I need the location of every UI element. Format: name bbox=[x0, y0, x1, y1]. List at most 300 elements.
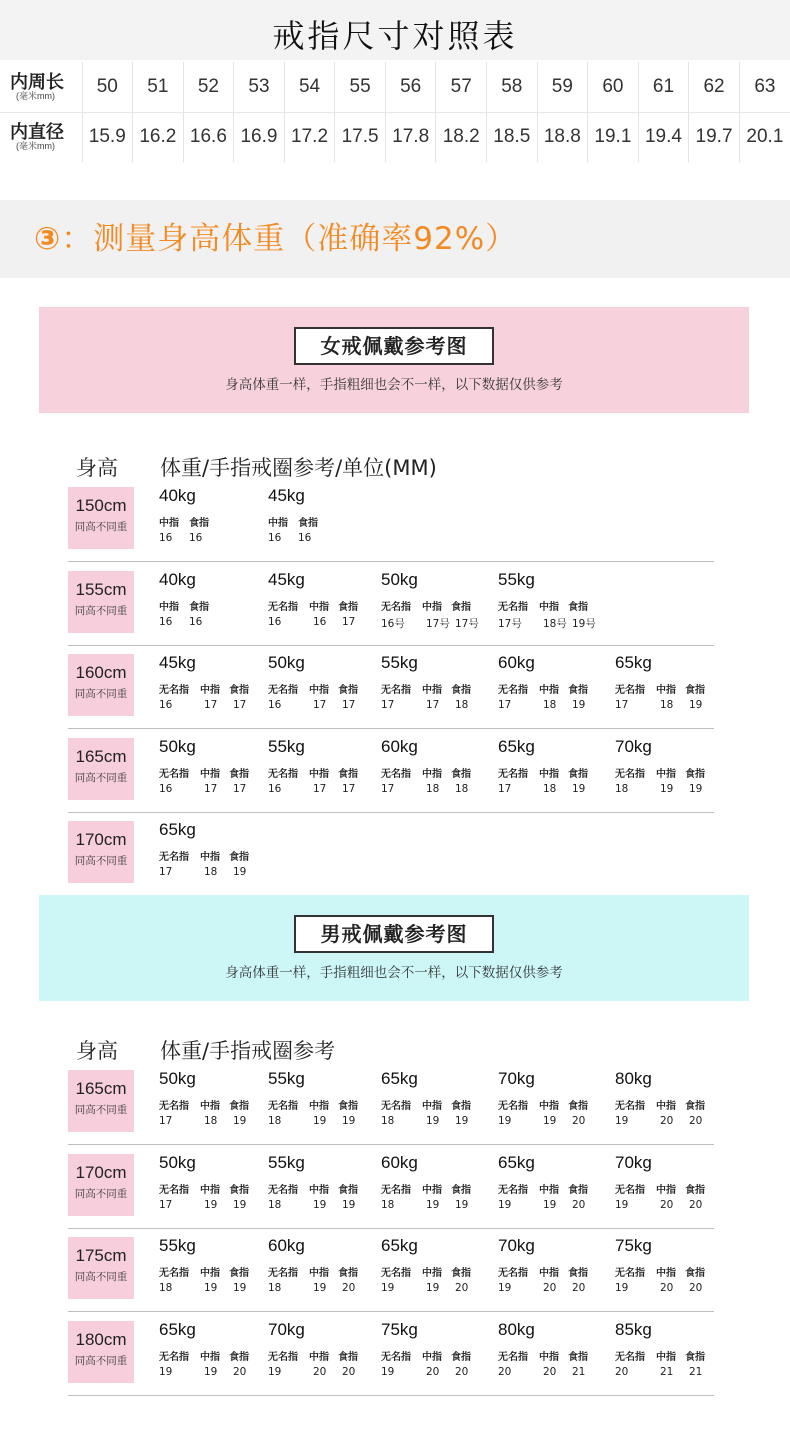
height-note: 同高不同重 bbox=[74, 1104, 128, 1116]
finger-label: 中指 bbox=[309, 1268, 329, 1279]
finger-label: 中指 bbox=[656, 1351, 676, 1363]
ring-size-value: 19 bbox=[689, 782, 703, 795]
weight-value: 60kg bbox=[268, 1236, 305, 1255]
finger-label: 中指 bbox=[268, 518, 288, 529]
ring-size-value: 18 bbox=[455, 782, 469, 795]
size-cell: 51 bbox=[133, 62, 184, 112]
height-label bbox=[68, 654, 134, 716]
height-row bbox=[68, 1229, 714, 1312]
ring-size-value: 20 bbox=[660, 1115, 674, 1127]
size-cell: 18.2 bbox=[436, 112, 487, 162]
height-note: 同高不同重 bbox=[74, 688, 128, 700]
height-value: 165cm bbox=[75, 1079, 127, 1098]
size-cell: 61 bbox=[638, 62, 689, 112]
finger-label: 食指 bbox=[338, 685, 358, 696]
height-label bbox=[68, 487, 134, 549]
ring-size-value: 19 bbox=[689, 699, 703, 711]
size-row-circumference bbox=[0, 62, 790, 112]
female-weight-column-header: 体重/手指戒圈参考/单位(MM) bbox=[160, 456, 437, 480]
weight-value: 70kg bbox=[498, 1236, 535, 1255]
finger-label: 中指 bbox=[539, 1101, 559, 1112]
weight-value: 60kg bbox=[381, 1152, 418, 1172]
ring-size-value: 19 bbox=[313, 1282, 327, 1294]
finger-label: 食指 bbox=[338, 601, 358, 613]
size-row-unit: (毫米mm) bbox=[16, 90, 55, 101]
male-height-column-header: 身高 bbox=[76, 1039, 118, 1063]
ring-size-value: 20 bbox=[572, 1115, 586, 1127]
male-reference-header bbox=[39, 895, 749, 1001]
finger-label: 无名指 bbox=[381, 685, 411, 696]
size-row-header bbox=[0, 112, 82, 162]
ring-size-value: 18 bbox=[381, 1115, 395, 1127]
finger-label: 食指 bbox=[229, 1351, 249, 1363]
ring-size-value: 17 bbox=[233, 699, 247, 711]
ring-size-value: 19 bbox=[615, 1282, 629, 1294]
finger-label: 食指 bbox=[685, 1184, 705, 1196]
height-row bbox=[68, 563, 714, 646]
ring-size-value: 19 bbox=[381, 1282, 395, 1294]
height-note: 同高不同重 bbox=[74, 604, 128, 617]
weight-value: 60kg bbox=[498, 653, 535, 672]
ring-size-value: 16 bbox=[159, 532, 173, 544]
finger-label: 食指 bbox=[338, 1101, 358, 1112]
finger-label: 中指 bbox=[422, 601, 442, 613]
size-cell: 19.7 bbox=[689, 112, 740, 162]
finger-label: 中指 bbox=[422, 1101, 442, 1112]
ring-size-value: 17 bbox=[342, 782, 356, 795]
height-value: 155cm bbox=[75, 579, 127, 599]
finger-label: 无名指 bbox=[498, 768, 528, 780]
ring-size-value: 16 bbox=[313, 615, 327, 628]
height-value: 175cm bbox=[75, 1246, 127, 1265]
ring-size-value: 19 bbox=[342, 1115, 356, 1127]
finger-label: 无名指 bbox=[498, 1101, 528, 1112]
ring-size-value: 18 bbox=[660, 699, 674, 711]
finger-label: 食指 bbox=[568, 1351, 588, 1363]
size-cell: 17.2 bbox=[284, 112, 335, 162]
finger-label: 无名指 bbox=[159, 1101, 189, 1112]
finger-label: 无名指 bbox=[381, 1268, 411, 1279]
ring-size-value: 18号 bbox=[543, 617, 567, 630]
weight-value: 45kg bbox=[268, 486, 305, 505]
ring-size-value: 20 bbox=[426, 1365, 440, 1378]
weight-value: 70kg bbox=[268, 1319, 305, 1339]
height-value: 165cm bbox=[75, 746, 127, 766]
ring-size-value: 19号 bbox=[572, 617, 596, 630]
finger-label: 食指 bbox=[685, 1351, 705, 1363]
finger-label: 中指 bbox=[539, 1268, 559, 1279]
finger-label: 无名指 bbox=[381, 1101, 411, 1112]
height-note: 同高不同重 bbox=[74, 521, 128, 533]
ring-size-value: 16 bbox=[159, 699, 173, 711]
height-row bbox=[68, 730, 714, 813]
finger-label: 中指 bbox=[422, 1184, 442, 1196]
finger-label: 中指 bbox=[422, 768, 442, 780]
finger-label: 无名指 bbox=[381, 1184, 411, 1196]
ring-size-value: 19 bbox=[268, 1365, 282, 1378]
finger-label: 食指 bbox=[229, 1184, 249, 1196]
size-row-label: 内周长 bbox=[10, 71, 64, 92]
finger-label: 中指 bbox=[422, 1351, 442, 1363]
weight-value: 40kg bbox=[159, 569, 196, 589]
ring-size-value: 17 bbox=[159, 866, 173, 878]
ring-size-value: 17号 bbox=[455, 617, 479, 630]
ring-size-value: 17 bbox=[313, 782, 327, 795]
male-reference-subtitle: 身高体重一样，手指粗细也会不一样，以下数据仅供参考 bbox=[225, 965, 563, 981]
ring-size-value: 18 bbox=[268, 1282, 282, 1294]
ring-size-value: 19 bbox=[498, 1115, 512, 1127]
weight-value: 65kg bbox=[381, 1236, 418, 1255]
finger-label: 中指 bbox=[656, 1184, 676, 1196]
finger-label: 中指 bbox=[656, 1101, 676, 1112]
finger-label: 食指 bbox=[685, 1268, 705, 1279]
ring-size-value: 20 bbox=[342, 1282, 356, 1294]
ring-size-value: 17 bbox=[342, 699, 356, 711]
size-cell: 57 bbox=[436, 62, 487, 112]
height-value: 170cm bbox=[75, 1162, 127, 1182]
ring-size-value: 20 bbox=[689, 1282, 703, 1294]
ring-size-value: 20 bbox=[572, 1198, 586, 1211]
female-reference-title: 女戒佩戴参考图 bbox=[294, 327, 494, 365]
ring-size-value: 19 bbox=[313, 1198, 327, 1211]
height-label bbox=[68, 738, 134, 800]
weight-value: 65kg bbox=[159, 1319, 196, 1339]
ring-size-value: 18 bbox=[543, 699, 557, 711]
finger-label: 无名指 bbox=[615, 768, 645, 780]
finger-label: 食指 bbox=[568, 685, 588, 696]
weight-value: 70kg bbox=[615, 736, 652, 756]
finger-label: 中指 bbox=[309, 768, 329, 780]
finger-label: 中指 bbox=[539, 1351, 559, 1363]
finger-label: 无名指 bbox=[615, 685, 645, 696]
ring-size-value: 19 bbox=[204, 1282, 218, 1294]
ring-size-value: 17 bbox=[381, 699, 395, 711]
ring-size-value: 20 bbox=[543, 1365, 557, 1378]
ring-size-value: 18 bbox=[543, 782, 557, 795]
finger-label: 中指 bbox=[200, 685, 220, 696]
male-weight-column-header: 体重/手指戒圈参考 bbox=[160, 1039, 336, 1063]
finger-label: 中指 bbox=[539, 768, 559, 780]
ring-size-value: 19 bbox=[426, 1198, 440, 1211]
ring-size-value: 17 bbox=[233, 782, 247, 795]
ring-size-value: 20 bbox=[543, 1282, 557, 1294]
size-cell: 59 bbox=[537, 62, 588, 112]
size-chart-table bbox=[0, 62, 790, 162]
female-height-column-header: 身高 bbox=[76, 456, 118, 480]
weight-value: 65kg bbox=[498, 1152, 535, 1172]
finger-label: 食指 bbox=[451, 768, 471, 780]
weight-value: 50kg bbox=[159, 1069, 196, 1088]
weight-value: 75kg bbox=[615, 1236, 652, 1255]
height-value: 170cm bbox=[75, 830, 127, 849]
size-cell: 50 bbox=[82, 62, 133, 112]
finger-label: 食指 bbox=[451, 1351, 471, 1363]
ring-size-value: 19 bbox=[498, 1198, 512, 1211]
finger-label: 食指 bbox=[451, 1184, 471, 1196]
finger-label: 中指 bbox=[656, 685, 676, 696]
ring-size-value: 17 bbox=[381, 782, 395, 795]
finger-label: 无名指 bbox=[159, 1184, 189, 1196]
size-cell: 55 bbox=[335, 62, 386, 112]
height-note: 同高不同重 bbox=[74, 1354, 128, 1367]
finger-label: 食指 bbox=[685, 685, 705, 696]
size-row-label: 内直径 bbox=[10, 122, 64, 143]
weight-value: 50kg bbox=[159, 1152, 196, 1172]
ring-size-value: 19 bbox=[204, 1365, 218, 1378]
finger-label: 无名指 bbox=[268, 1184, 298, 1196]
size-cell: 56 bbox=[385, 62, 436, 112]
ring-size-value: 18 bbox=[455, 699, 469, 711]
height-value: 160cm bbox=[75, 663, 127, 682]
size-cell: 60 bbox=[588, 62, 639, 112]
weight-value: 55kg bbox=[268, 736, 305, 756]
size-cell: 62 bbox=[689, 62, 740, 112]
finger-label: 食指 bbox=[451, 685, 471, 696]
height-label bbox=[68, 571, 134, 633]
ring-size-value: 18 bbox=[204, 866, 218, 878]
ring-size-value: 17 bbox=[204, 782, 218, 795]
finger-label: 中指 bbox=[309, 1184, 329, 1196]
ring-size-value: 19 bbox=[233, 1198, 247, 1211]
finger-label: 食指 bbox=[189, 601, 209, 613]
weight-value: 70kg bbox=[615, 1152, 652, 1172]
ring-size-value: 20 bbox=[498, 1365, 512, 1378]
finger-label: 无名指 bbox=[381, 601, 411, 613]
finger-label: 食指 bbox=[451, 601, 471, 613]
finger-label: 无名指 bbox=[268, 1351, 298, 1363]
finger-label: 无名指 bbox=[498, 685, 528, 696]
finger-label: 中指 bbox=[200, 1268, 220, 1279]
finger-label: 食指 bbox=[338, 768, 358, 780]
ring-size-value: 17 bbox=[615, 699, 629, 711]
ring-size-value: 20 bbox=[313, 1365, 327, 1378]
ring-size-value: 17 bbox=[159, 1198, 173, 1211]
weight-value: 70kg bbox=[498, 1069, 535, 1088]
finger-label: 中指 bbox=[200, 852, 220, 863]
finger-label: 中指 bbox=[309, 1351, 329, 1363]
weight-value: 55kg bbox=[498, 569, 535, 589]
weight-value: 55kg bbox=[268, 1069, 305, 1088]
male-reference-title: 男戒佩戴参考图 bbox=[294, 915, 494, 953]
ring-size-value: 19 bbox=[381, 1365, 395, 1378]
ring-size-value: 20 bbox=[233, 1365, 247, 1378]
finger-label: 食指 bbox=[189, 518, 209, 529]
ring-size-value: 20 bbox=[455, 1282, 469, 1294]
finger-label: 无名指 bbox=[268, 1268, 298, 1279]
ring-size-value: 18 bbox=[268, 1198, 282, 1211]
finger-label: 中指 bbox=[309, 1101, 329, 1112]
finger-label: 中指 bbox=[422, 1268, 442, 1279]
finger-label: 无名指 bbox=[268, 768, 298, 780]
finger-label: 食指 bbox=[229, 1268, 249, 1279]
finger-label: 食指 bbox=[568, 1101, 588, 1112]
ring-size-value: 20 bbox=[660, 1282, 674, 1294]
size-cell: 16.9 bbox=[234, 112, 285, 162]
height-row bbox=[68, 813, 714, 896]
section-title: ：测量身高体重（准确率92%） bbox=[61, 221, 518, 257]
size-cell: 16.6 bbox=[183, 112, 234, 162]
ring-size-value: 18 bbox=[268, 1115, 282, 1127]
finger-label: 无名指 bbox=[159, 768, 189, 780]
height-label bbox=[68, 1321, 134, 1383]
size-cell: 54 bbox=[284, 62, 335, 112]
ring-size-value: 17 bbox=[498, 699, 512, 711]
weight-value: 45kg bbox=[159, 653, 196, 672]
weight-value: 50kg bbox=[159, 736, 196, 756]
ring-size-value: 16 bbox=[159, 615, 173, 628]
height-row bbox=[68, 479, 714, 562]
finger-label: 无名指 bbox=[498, 601, 528, 613]
size-chart-title: 戒指尺寸对照表 bbox=[0, 0, 790, 60]
section-number: ③ bbox=[34, 221, 62, 257]
weight-value: 80kg bbox=[615, 1069, 652, 1088]
finger-label: 无名指 bbox=[381, 768, 411, 780]
finger-label: 无名指 bbox=[615, 1268, 645, 1279]
size-cell: 19.4 bbox=[638, 112, 689, 162]
height-value: 150cm bbox=[75, 496, 127, 515]
size-row-diameter bbox=[0, 112, 790, 162]
weight-value: 65kg bbox=[615, 653, 652, 672]
section-heading bbox=[34, 216, 517, 262]
finger-label: 无名指 bbox=[159, 852, 189, 863]
finger-label: 食指 bbox=[568, 1268, 588, 1279]
finger-label: 无名指 bbox=[268, 1101, 298, 1112]
ring-size-value: 19 bbox=[426, 1282, 440, 1294]
height-label bbox=[68, 821, 134, 883]
weight-value: 85kg bbox=[615, 1319, 652, 1339]
finger-label: 中指 bbox=[539, 601, 559, 613]
ring-size-value: 18 bbox=[381, 1198, 395, 1211]
finger-label: 中指 bbox=[422, 685, 442, 696]
size-cell: 17.8 bbox=[385, 112, 436, 162]
finger-label: 无名指 bbox=[159, 685, 189, 696]
finger-label: 食指 bbox=[451, 1268, 471, 1279]
ring-size-value: 21 bbox=[660, 1365, 674, 1378]
finger-label: 无名指 bbox=[498, 1351, 528, 1363]
size-cell: 58 bbox=[487, 62, 538, 112]
finger-label: 无名指 bbox=[615, 1184, 645, 1196]
ring-size-value: 19 bbox=[543, 1198, 557, 1211]
size-cell: 17.5 bbox=[335, 112, 386, 162]
finger-label: 食指 bbox=[685, 768, 705, 780]
finger-label: 食指 bbox=[338, 1184, 358, 1196]
ring-size-value: 20 bbox=[455, 1365, 469, 1378]
finger-label: 食指 bbox=[568, 768, 588, 780]
finger-label: 食指 bbox=[229, 768, 249, 780]
finger-label: 中指 bbox=[159, 518, 179, 529]
finger-label: 中指 bbox=[200, 1184, 220, 1196]
finger-label: 食指 bbox=[338, 1268, 358, 1279]
finger-label: 中指 bbox=[200, 768, 220, 780]
ring-size-value: 19 bbox=[543, 1115, 557, 1127]
ring-size-value: 19 bbox=[426, 1115, 440, 1127]
finger-label: 中指 bbox=[309, 601, 329, 613]
size-cell: 18.8 bbox=[537, 112, 588, 162]
ring-size-value: 21 bbox=[689, 1365, 703, 1378]
ring-size-value: 19 bbox=[455, 1115, 469, 1127]
finger-label: 食指 bbox=[568, 1184, 588, 1196]
ring-size-value: 17 bbox=[204, 699, 218, 711]
finger-label: 无名指 bbox=[498, 1184, 528, 1196]
ring-size-value: 20 bbox=[342, 1365, 356, 1378]
ring-size-value: 16 bbox=[159, 782, 173, 795]
ring-size-value: 19 bbox=[233, 1282, 247, 1294]
height-label bbox=[68, 1237, 134, 1299]
finger-label: 无名指 bbox=[615, 1351, 645, 1363]
finger-label: 无名指 bbox=[268, 685, 298, 696]
female-reference-header bbox=[39, 307, 749, 413]
weight-value: 65kg bbox=[498, 736, 535, 756]
height-note: 同高不同重 bbox=[74, 771, 128, 784]
ring-size-value: 16 bbox=[268, 699, 282, 711]
ring-size-value: 19 bbox=[572, 782, 586, 795]
height-row bbox=[68, 1146, 714, 1229]
finger-label: 无名指 bbox=[381, 1351, 411, 1363]
finger-label: 中指 bbox=[159, 601, 179, 613]
weight-value: 60kg bbox=[381, 736, 418, 756]
weight-value: 50kg bbox=[381, 569, 418, 589]
finger-label: 中指 bbox=[656, 1268, 676, 1279]
finger-label: 无名指 bbox=[159, 1268, 189, 1279]
size-cell: 19.1 bbox=[588, 112, 639, 162]
ring-size-value: 18 bbox=[615, 782, 629, 795]
ring-size-value: 17 bbox=[498, 782, 512, 795]
ring-size-value: 17号 bbox=[498, 617, 522, 630]
ring-size-value: 18 bbox=[204, 1115, 218, 1127]
finger-label: 无名指 bbox=[615, 1101, 645, 1112]
finger-label: 中指 bbox=[656, 768, 676, 780]
ring-size-value: 20 bbox=[615, 1365, 629, 1378]
height-note: 同高不同重 bbox=[74, 855, 128, 867]
ring-size-value: 19 bbox=[342, 1198, 356, 1211]
ring-size-value: 19 bbox=[233, 1115, 247, 1127]
weight-value: 55kg bbox=[159, 1236, 196, 1255]
weight-value: 80kg bbox=[498, 1319, 535, 1339]
ring-size-value: 19 bbox=[159, 1365, 173, 1378]
ring-size-value: 20 bbox=[660, 1198, 674, 1211]
finger-label: 食指 bbox=[568, 601, 588, 613]
finger-label: 中指 bbox=[539, 1184, 559, 1196]
height-note: 同高不同重 bbox=[74, 1271, 128, 1283]
weight-value: 65kg bbox=[159, 820, 196, 839]
finger-label: 食指 bbox=[229, 852, 249, 863]
finger-label: 无名指 bbox=[498, 1268, 528, 1279]
ring-size-value: 19 bbox=[233, 866, 247, 878]
finger-label: 食指 bbox=[229, 685, 249, 696]
ring-size-value: 21 bbox=[572, 1365, 586, 1378]
size-cell: 52 bbox=[183, 62, 234, 112]
finger-label: 食指 bbox=[338, 1351, 358, 1363]
ring-size-value: 17 bbox=[426, 699, 440, 711]
size-cell: 63 bbox=[739, 62, 790, 112]
height-label bbox=[68, 1070, 134, 1132]
ring-size-value: 16 bbox=[268, 782, 282, 795]
size-cell: 18.5 bbox=[487, 112, 538, 162]
ring-size-value: 19 bbox=[313, 1115, 327, 1127]
finger-label: 中指 bbox=[200, 1351, 220, 1363]
finger-label: 食指 bbox=[229, 1101, 249, 1112]
finger-label: 中指 bbox=[200, 1101, 220, 1112]
weight-value: 45kg bbox=[268, 569, 305, 589]
size-cell: 15.9 bbox=[82, 112, 133, 162]
size-cell: 53 bbox=[234, 62, 285, 112]
height-value: 180cm bbox=[75, 1329, 127, 1349]
weight-value: 55kg bbox=[381, 653, 418, 672]
size-cell: 20.1 bbox=[746, 126, 784, 148]
section-banner bbox=[0, 200, 790, 278]
weight-value: 65kg bbox=[381, 1069, 418, 1088]
weight-value: 50kg bbox=[268, 653, 305, 672]
